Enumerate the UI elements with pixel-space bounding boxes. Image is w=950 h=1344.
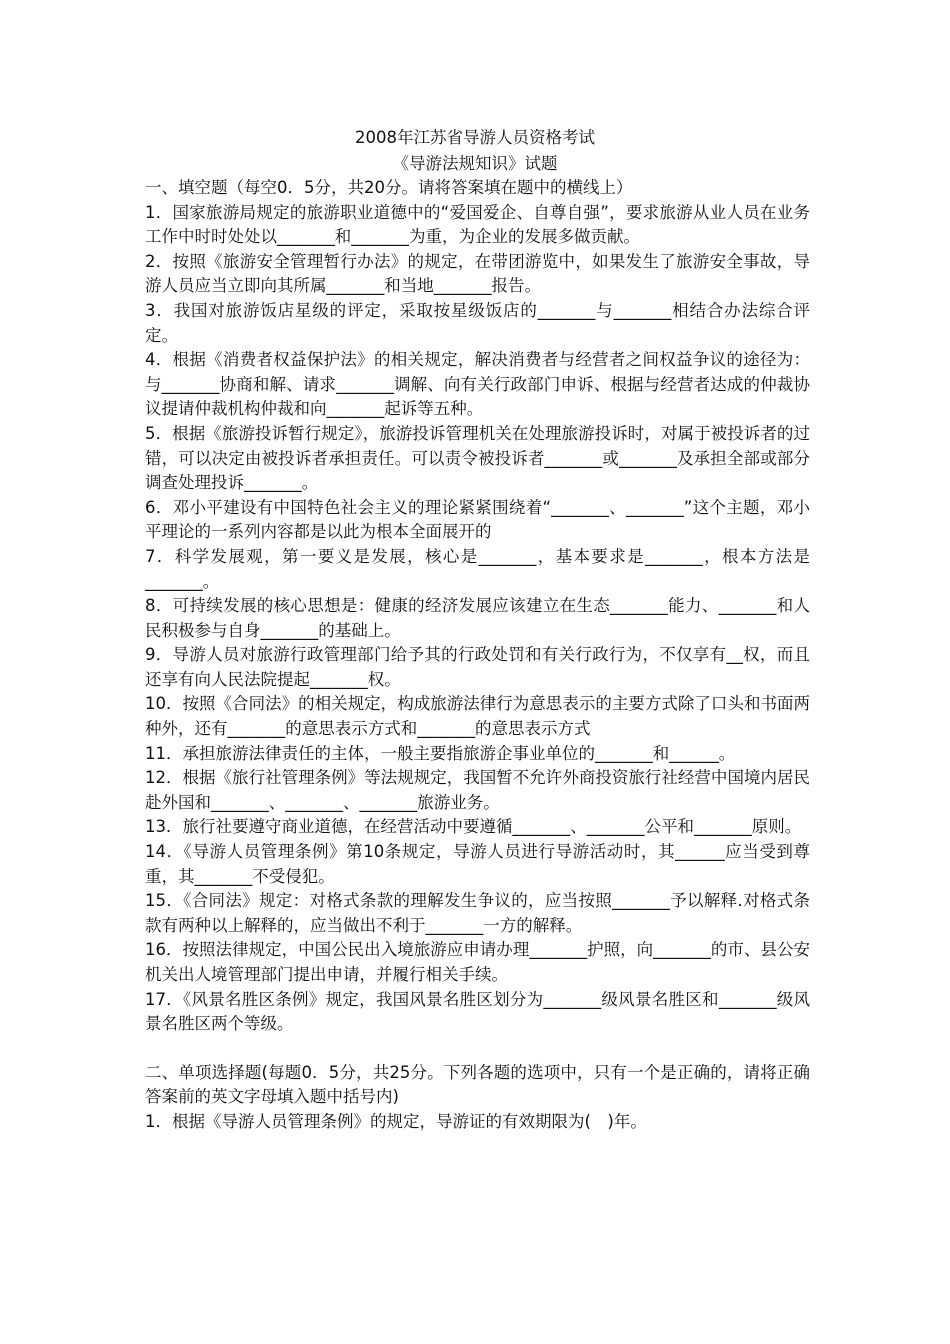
question-3: 3．我国对旅游饭店星级的评定，采取按星级饭店的_______与_______相结合办法综合评定。 (145, 300, 810, 345)
section-gap (145, 1037, 810, 1061)
question-11: 11．承担旅游法律责任的主体，一般主要指旅游企事业单位的_______和______。 (145, 743, 736, 763)
question-15: 15．《合同法》规定：对格式条款的理解发生争议的，应当按照_______予以解释.对格式条款有两种以上解释的，应当做出不利于_______一方的解释。 (145, 891, 810, 935)
question-2: 2．按照《旅游安全管理暂行办法》的规定，在带团游览中，如果发生了旅游安全事故，导游人员应当立即向其所属_______和当地_______报告。 (145, 251, 810, 296)
section-heading-single-choice: 二、单项选择题(每题0．5分，共25分。下列各题的选项中，只有一个是正确的，请将正确答案前的英文字母填入题中括号内) (145, 1062, 810, 1107)
question-17: 17．《风景名胜区条例》规定，我国风景名胜区划分为_______级风景名胜区和_______级风景名胜区两个等级。 (145, 989, 810, 1034)
choice-question-1: 1．根据《导游人员管理条例》的规定，导游证的有效期限为( )年。 (145, 1111, 647, 1131)
document-subtitle: 《导游法规知识》试题 (392, 154, 558, 173)
question-14: 14．《导游人员管理条例》第10条规定，导游人员进行导游活动时，其______应当受到尊重，其_______不受侵犯。 (145, 842, 810, 886)
question-12: 12．根据《旅行社管理条例》等法规规定，我国暂不允许外商投资旅行社经营中国境内居民赴外国和_______、_______、_______旅游业务。 (145, 768, 810, 812)
section-heading-fill-in: 一、填空题（每空0．5分，共20分。请将答案填在题中的横线上） (145, 178, 633, 197)
question-9: 9．导游人员对旅游行政管理部门给予其的行政处罚和有关行政行为，不仅享有__权，而且还享有向人民法院提起_______权。 (145, 645, 810, 689)
question-1: 1．国家旅游局规定的旅游职业道德中的“爱国爱企、自尊自强”，要求旅游从业人员在业务工作中时时处处以_______和_______为重，为企业的发展多做贡献。 (145, 202, 810, 247)
question-10: 10．按照《合同法》的相关规定，构成旅游法律行为意思表示的主要方式除了口头和书面两种外，还有_______的意思表示方式和_______的意思表示方式 (145, 694, 810, 739)
question-6: 6．邓小平建设有中国特色社会主义的理论紧紧围绕着“_______、_______”这个主题，邓小平理论的一系列内容都是以此为根本全面展开的 (145, 497, 810, 542)
question-16: 16．按照法律规定，中国公民出入境旅游应申请办理_______护照，向_______的市、县公安机关出人境管理部门提出申请，并履行相关手续。 (145, 940, 810, 984)
document-body (145, 176, 810, 1135)
question-4: 4．根据《消费者权益保护法》的相关规定，解决消费者与经营者之间权益争议的途径为：与_______协商和解、请求_______调解、向有关行政部门申诉、根据与经营者达成的仲裁协议提请仲裁机构仲裁和向_______起诉等五种。 (145, 350, 810, 419)
question-8: 8．可持续发展的核心思想是：健康的经济发展应该建立在生态_______能力、_______和人民积极参与自身_______的基础上。 (145, 596, 810, 640)
question-13: 13．旅行社要遵守商业道德，在经营活动中要遵循_______、_______公平和_______原则。 (145, 817, 802, 837)
question-5: 5．根据《旅游投诉暂行规定》，旅游投诉管理机关在处理旅游投诉时，对属于被投诉者的过错，可以决定由被投诉者承担责任。可以责令被投诉者_______或_______及承担全部或部分调查处理投诉_______。 (145, 423, 810, 493)
document-title: 2008年江苏省导游人员资格考试 (355, 128, 595, 147)
question-7: 7．科学发展观，第一要义是发展，核心是_______，基本要求是_______，根本方法是_______。 (145, 546, 810, 591)
